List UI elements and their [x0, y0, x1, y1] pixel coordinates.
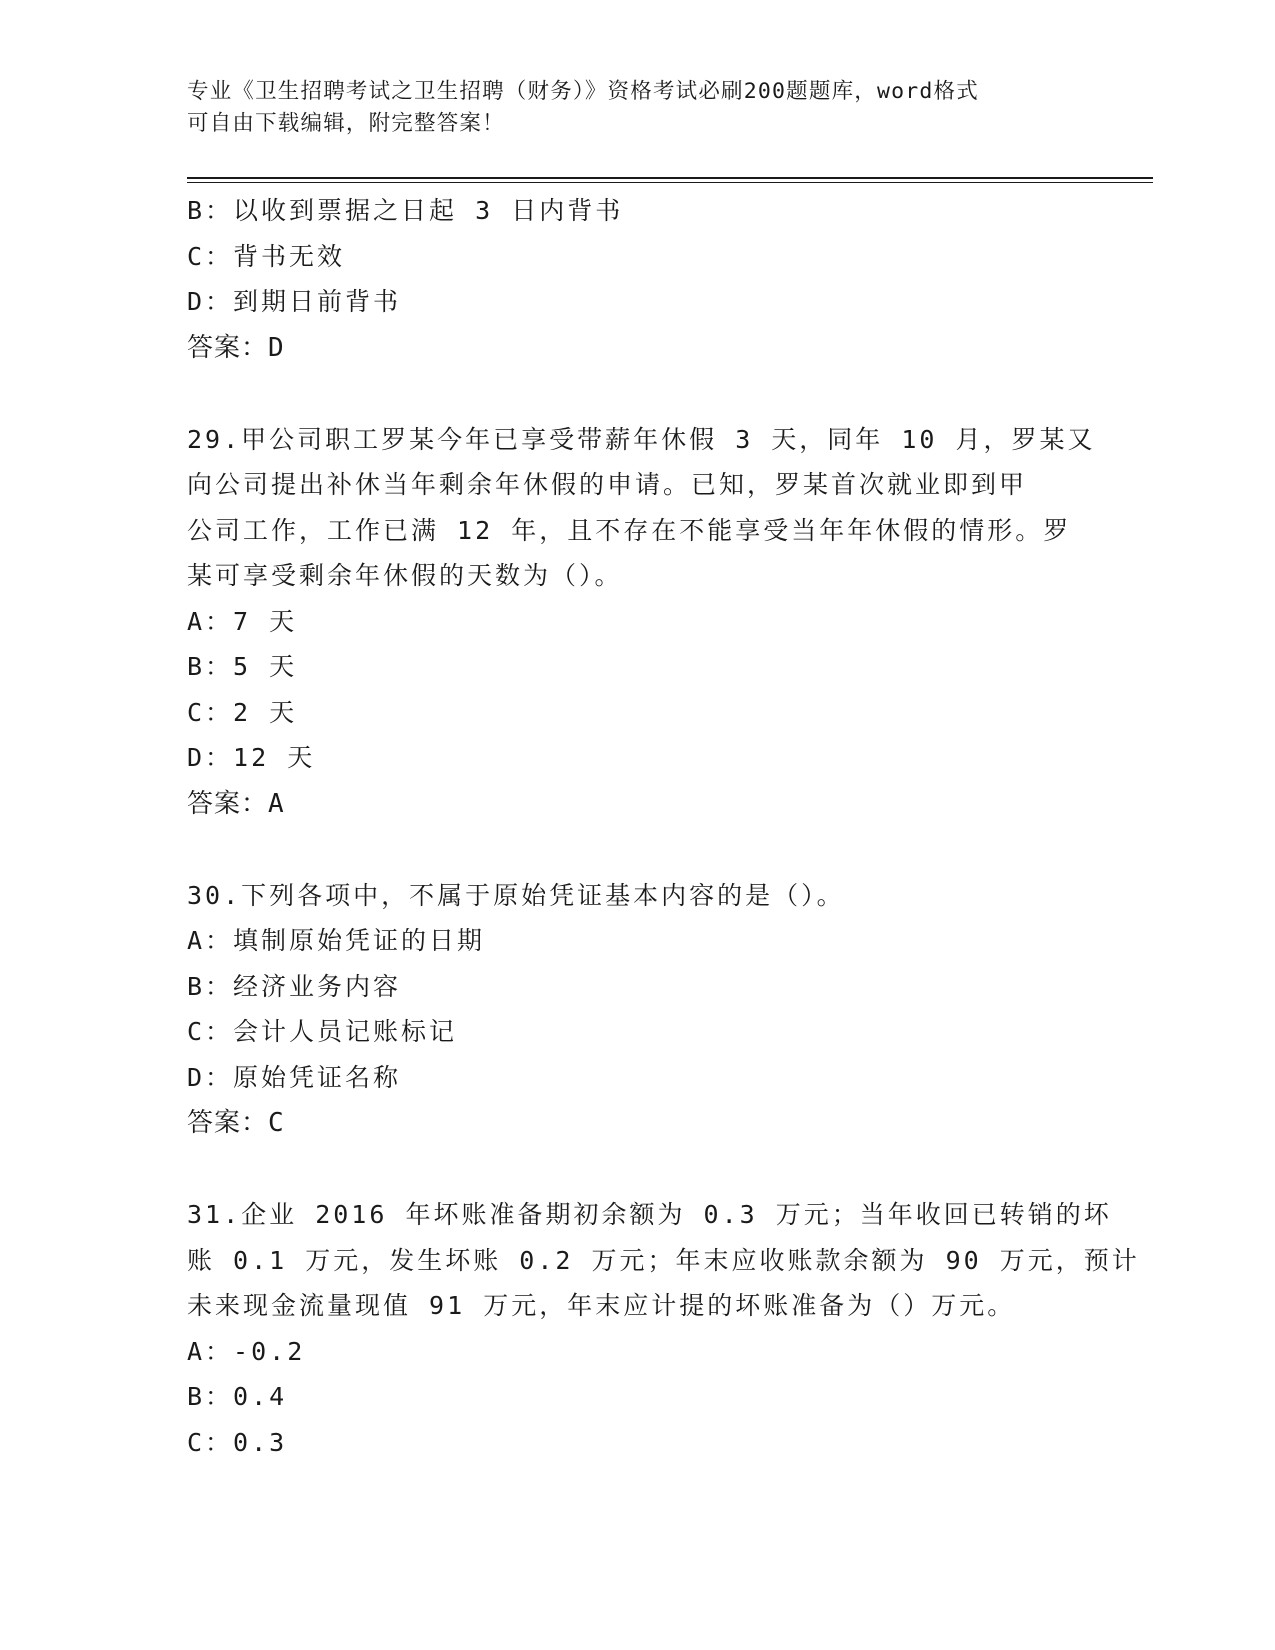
- question-text-line: 公司工作，工作已满 12 年，且不存在不能享受当年年休假的情形。罗: [187, 515, 1072, 545]
- question-28-tail: [187, 188, 1087, 371]
- question-text-line: 31.企业 2016 年坏账准备期初余额为 0.3 万元；当年收回已转销的坏: [187, 1200, 1112, 1229]
- answer-line: 答案：C: [187, 1108, 285, 1138]
- question-text-line: 29.甲公司职工罗某今年已享受带薪年休假 3 天，同年 10 月，罗某又: [187, 424, 1096, 454]
- spacer: [187, 1146, 1087, 1192]
- option-b: B：0.4: [187, 1382, 288, 1411]
- option-b: B：经济业务内容: [187, 971, 402, 1001]
- spacer: [187, 371, 1087, 417]
- question-29: [187, 417, 1096, 827]
- option-c: C：0.3: [187, 1427, 288, 1457]
- answer-line: 答案：A: [187, 788, 285, 819]
- document-header: [187, 76, 1087, 140]
- option-a: A：-0.2: [187, 1336, 306, 1366]
- question-text-line: 某可享受剩余年休假的天数为（）。: [187, 561, 623, 590]
- question-31: [187, 1192, 1140, 1465]
- question-text-line: 账 0.1 万元，发生坏账 0.2 万元；年末应收账款余额为 90 万元，预计: [187, 1245, 1140, 1275]
- option-b: B：以收到票据之日起 3 日内背书: [187, 196, 624, 225]
- option-c: C：会计人员记账标记: [187, 1017, 458, 1046]
- answer-line: 答案：D: [187, 332, 285, 363]
- header-title-line-1: 专业《卫生招聘考试之卫生招聘（财务）》资格考试必刷200题题库，word格式: [187, 79, 979, 104]
- header-divider: [187, 177, 1153, 183]
- question-30: [187, 873, 1087, 1147]
- option-a: A：填制原始凭证的日期: [187, 926, 486, 955]
- option-a: A：7 天: [187, 606, 298, 636]
- option-c: C：背书无效: [187, 241, 346, 271]
- question-text-line: 向公司提出补休当年剩余年休假的申请。已知，罗某首次就业即到甲: [187, 470, 1028, 499]
- question-text-line: 未来现金流量现值 91 万元，年末应计提的坏账准备为（）万元。: [187, 1291, 1016, 1320]
- spacer: [187, 827, 1087, 873]
- option-b: B：5 天: [187, 652, 298, 681]
- document-body: [187, 188, 1140, 1465]
- option-d: D：12 天: [187, 743, 316, 772]
- option-d: D：到期日前背书: [187, 287, 402, 316]
- option-d: D：原始凭证名称: [187, 1062, 402, 1092]
- question-text-line: 30.下列各项中，不属于原始凭证基本内容的是（）。: [187, 880, 845, 910]
- option-c: C：2 天: [187, 697, 298, 727]
- header-title-line-2: 可自由下载编辑，附完整答案！: [187, 111, 505, 136]
